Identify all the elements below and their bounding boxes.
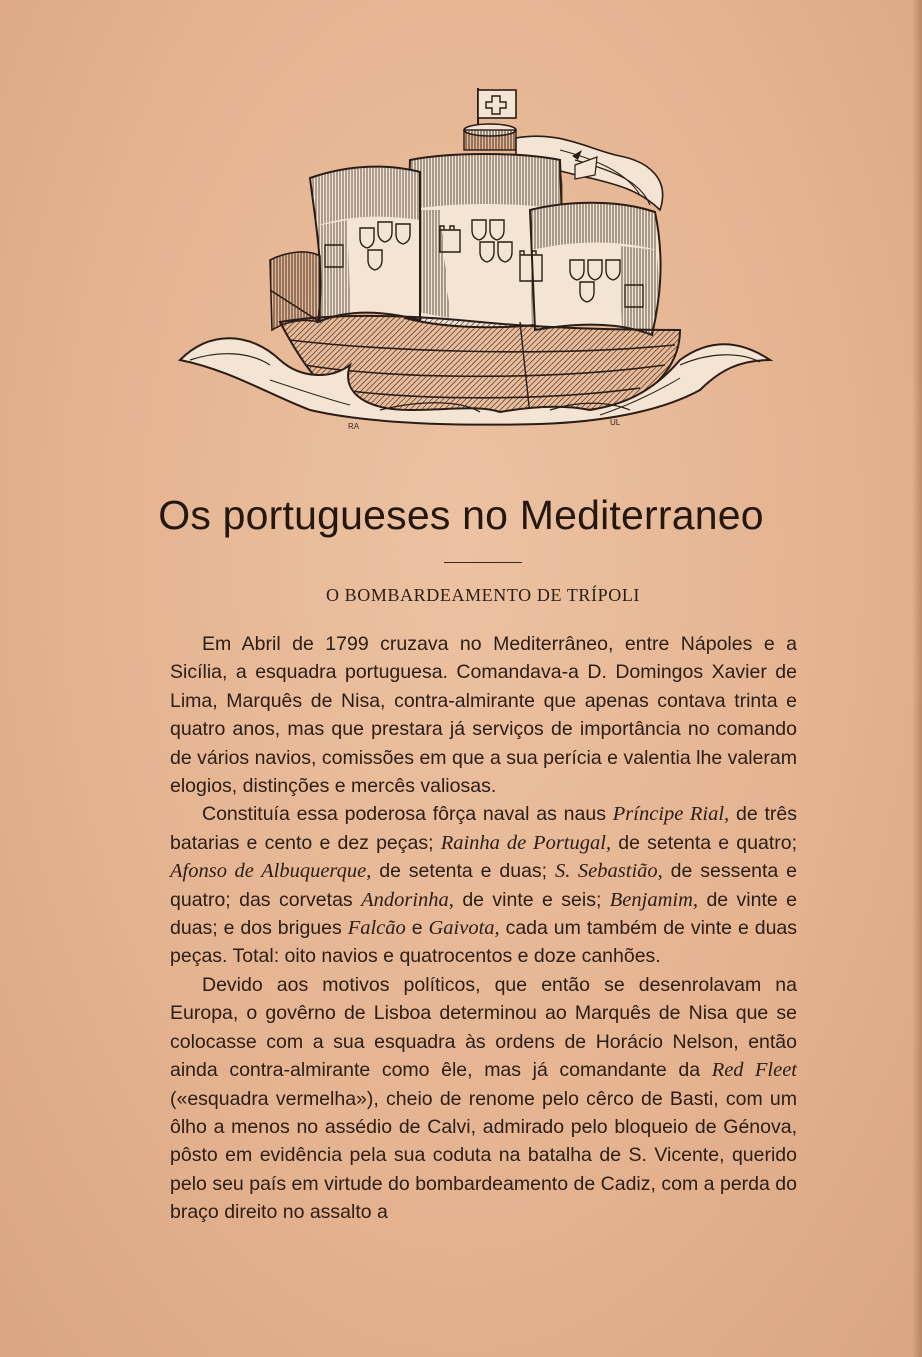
caravel-illustration bbox=[120, 60, 820, 490]
ship-name: Rainha de Portugal, bbox=[440, 831, 612, 854]
signature-right: UL bbox=[610, 418, 621, 427]
text-segment: («esquadra vermelha»), cheio de renome pelo cêrco de Basti, com um ôlho a menos no assédio de Calvi, admirado pelo bloqueio de Génova, pôsto em evidência pela sua coduta na batalha de S. Vicente, querido pelo seu país em virtude do bombardeamento de Cadiz, com a perda do braço direito no assalto a bbox=[170, 1087, 797, 1224]
text-segment: de sessenta e quatro; das corvetas bbox=[170, 860, 798, 911]
page-edge-shadow bbox=[912, 0, 922, 1357]
title-divider bbox=[444, 562, 522, 563]
ship-name: Gaivota, bbox=[428, 917, 500, 940]
paragraph bbox=[170, 971, 797, 1227]
text-segment: cada um também de vinte e duas peças. Total: oito navios e quatrocentos e doze canhões. bbox=[170, 917, 798, 968]
ship-name: Benjamim, bbox=[609, 888, 699, 911]
chapter-subtitle: O BOMBARDEAMENTO DE TRÍPOLI bbox=[325, 585, 641, 605]
paragraph bbox=[170, 800, 797, 970]
text-segment: de setenta e quatro; bbox=[611, 831, 797, 854]
text-segment: Constituía essa poderosa fôrça naval as naus bbox=[202, 803, 613, 826]
text-segment: Em Abril de 1799 cruzava no Mediterrâneo, entre Nápoles e a Sicília, a esquadra portuguesa. Comandava-a D. Domingos Xavier de Lima, Marquês de Nisa, contra-almirante que apenas contava trinta e quatro anos, mas que prestara já serviços de importância no comando de vários navios, comissões em que a sua perícia e valentia lhe valeram elogios, distinções e mercês valiosas. bbox=[170, 633, 797, 798]
ship-name: Falcão bbox=[347, 917, 406, 940]
caravel-ship-icon bbox=[120, 60, 820, 490]
ship-name: Andorinha, bbox=[361, 888, 454, 911]
text-segment: de vinte e seis; bbox=[453, 888, 610, 911]
text-segment: de três batarias e cento e dez peças; bbox=[170, 803, 797, 854]
text-segment: Devido aos motivos políticos, que então se desenrolavam na Europa, o govêrno de Lisboa determinou ao Marquês de Nisa que se colocasse com a sua esquadra às ordens de Horácio Nelson, então ainda contra-almirante como êle, mas já comandante da bbox=[170, 973, 797, 1082]
ship-name: Príncipe Rial, bbox=[612, 803, 730, 826]
body-text bbox=[170, 630, 797, 1227]
text-segment: de setenta e duas; bbox=[371, 860, 555, 883]
ship-name: S. Sebastião, bbox=[554, 860, 663, 883]
ship-name: Afonso de Albuquerque, bbox=[170, 860, 372, 883]
chapter-title: Os portugueses no Mediterraneo bbox=[158, 492, 764, 538]
text-segment: de vinte e duas; e dos brigues bbox=[170, 888, 797, 940]
signature-left: RA bbox=[348, 422, 360, 431]
ship-name: Red Fleet bbox=[711, 1059, 797, 1082]
text-segment: e bbox=[405, 917, 429, 940]
paragraph bbox=[170, 630, 797, 800]
